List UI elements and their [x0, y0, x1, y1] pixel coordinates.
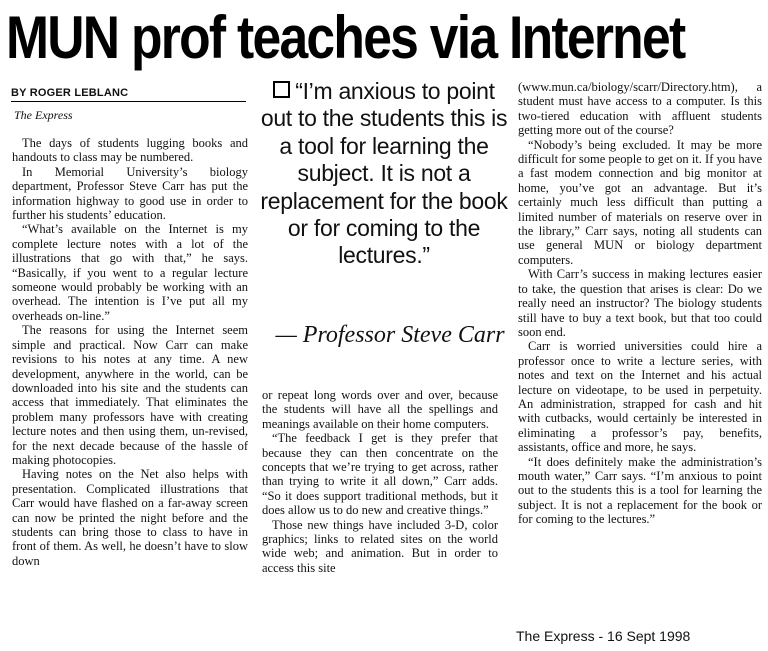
paragraph: “What’s available on the Internet is my complete lecture notes with a lot of the illustrations that go with that,” he says. “Basically, if you went to a regular lecture someone would probably be working with an overhead. The intention is I’ve put all my overheads on-line.”	[12, 222, 248, 323]
paragraph: The reasons for using the Internet seem simple and practical. Now Carr can make revisions to his notes at any time. A new development, anywhere in the world, can be downloaded into his site and the students can access that immediately. That eliminates the problem many professors have with creating lecture notes and then using them, un-revised, for the next decade because of the hassle of making photocopies.	[12, 323, 248, 467]
pull-quote-attribution: — Professor Steve Carr	[275, 322, 505, 348]
paragraph: (www.mun.ca/biology/scarr/Directory.htm), a student must have access to a computer. Is this two-tiered education with affluent students getting more out of the course?	[518, 80, 762, 138]
article-column-2	[262, 388, 498, 575]
publication-credit: The Express - 16 Sept 1998	[516, 628, 691, 644]
article-column-1	[12, 136, 248, 568]
paragraph: Having notes on the Net also helps with presentation. Complicated illustrations that Carr would have flashed on a far-away screen can now be printed the night before and the students can bring those to class to have in front of them. As well, he doesn’t have to slow down	[12, 467, 248, 568]
paragraph: or repeat long words over and over, because the students will have all the spellings and meanings available on their home computers.	[262, 388, 498, 431]
paragraph: The days of students lugging books and handouts to class may be numbered.	[12, 136, 248, 165]
article-column-3	[518, 80, 762, 527]
byline: BY ROGER LEBLANC	[11, 87, 246, 102]
paragraph: “Nobody’s being excluded. It may be more difficult for some people to get on it. If you have a fast modem connection and big monitor at home, you’ve got an advantage. But it’s certainly much less difficult than putting a limited number of materials on reserve over in the library,” Carr says, noting all students can use general MUN or biology department computers.	[518, 137, 762, 267]
paragraph: In Memorial University’s biology department, Professor Steve Carr has put the information highway to good use in order to further his students’ education.	[12, 164, 248, 223]
paragraph: “It does definitely make the administration’s mouth water,” Carr says. “I’m anxious to point out to the students this is a tool for learning the subject. It is not a replacement for the book or for coming to the lectures.”	[518, 454, 762, 527]
paragraph: With Carr’s success in making lectures easier to take, the question that arises is clear: Do we really need an instructor? The biology students still have to buy a text book, but that too could soon end.	[518, 267, 762, 339]
headline: MUN prof teaches via Internet	[6, 4, 685, 71]
pull-quote	[260, 78, 508, 270]
checkbox-bullet-icon	[273, 81, 290, 98]
paragraph: “The feedback I get is they prefer that because they can then concentrate on the concepts that we’re trying to get across, rather than trying to write it all down,” Carr adds. “So it does support traditional methods, but it does allow us to do new and creative things.”	[262, 431, 498, 518]
paragraph: Carr is worried universities could hire a professor once to write a lecture series, with notes and text on the Internet and his actual lecture on videotape, to be used in perpetuity. An administration, strapped for cash and hit with cutbacks, would certainly be interested in eliminating a professor’s pay, benefits, assistants, office and more, he says.	[518, 339, 762, 455]
source-line: The Express	[14, 108, 73, 122]
pull-quote-text: “I’m anxious to point out to the students this is a tool for learning the subject. It is not a replacement for the book or for coming to the lectures.”	[260, 78, 508, 269]
paragraph: Those new things have included 3-D, color graphics; links to related sites on the world wide web; and animation. But in order to access this site	[262, 517, 498, 575]
